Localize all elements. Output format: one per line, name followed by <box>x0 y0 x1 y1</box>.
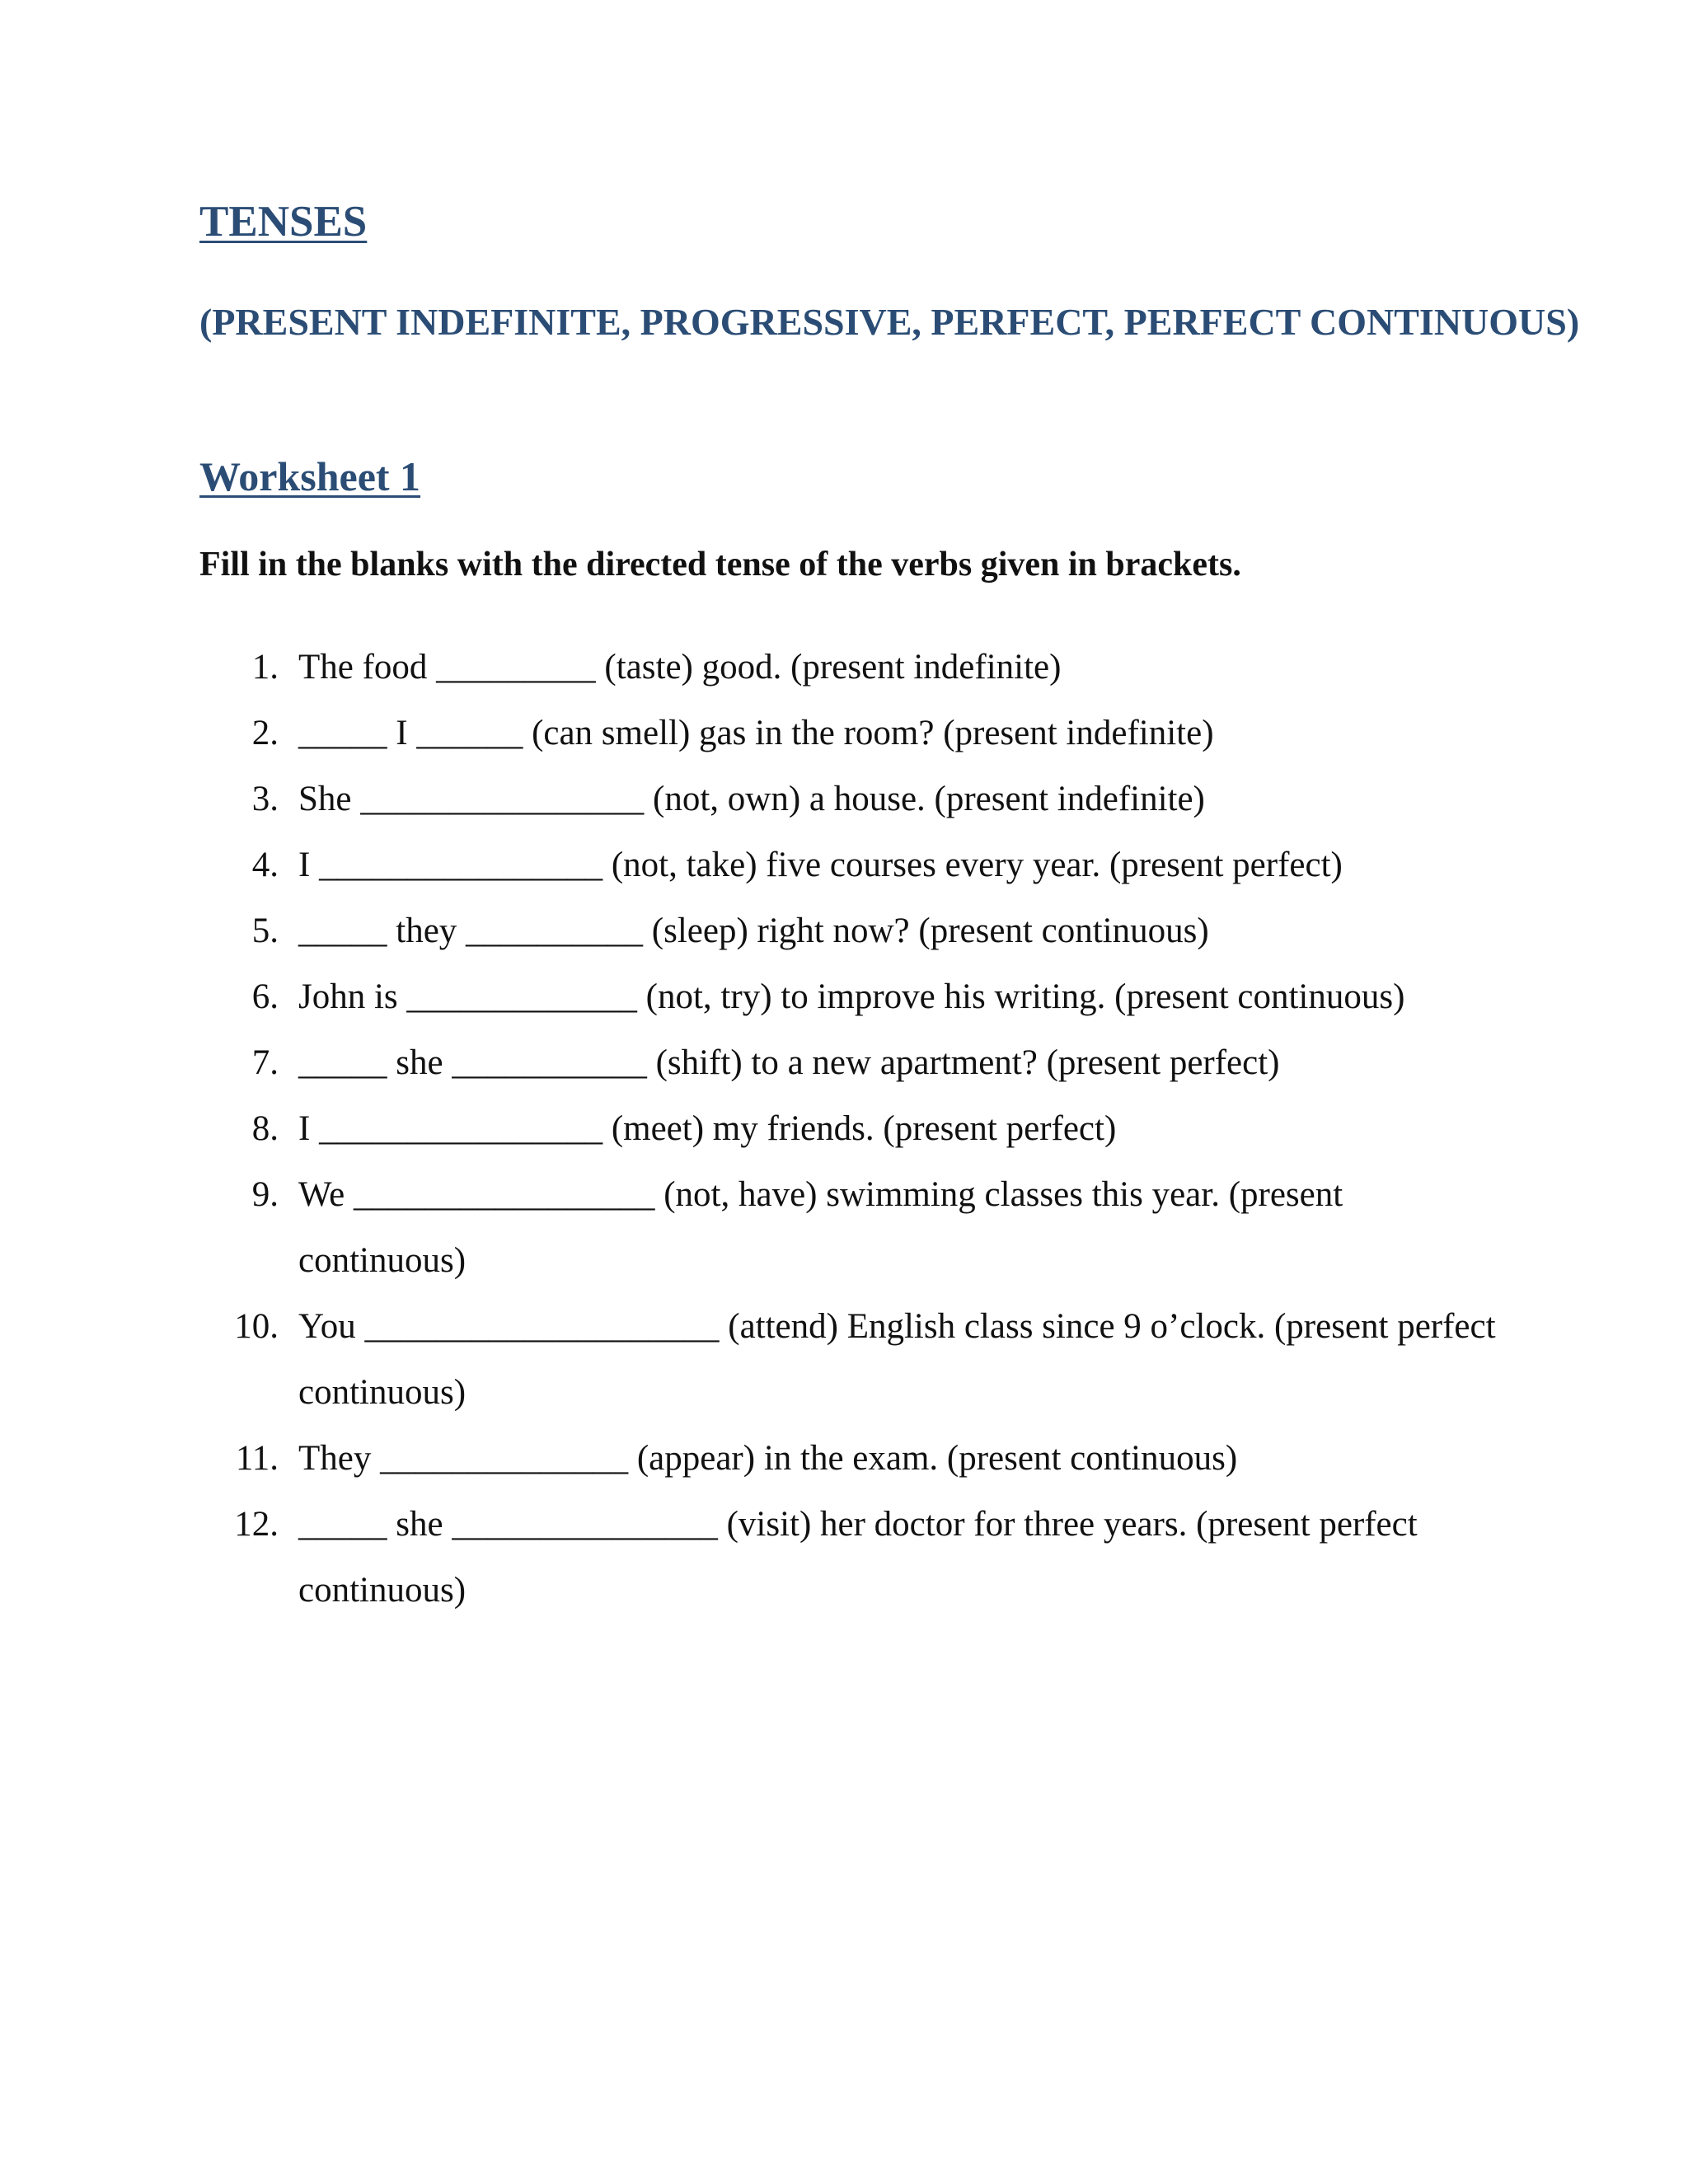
question-item-11 <box>199 1426 1502 1492</box>
page-title: TENSES <box>199 198 368 246</box>
question-text: We _________________ (not, have) swimming classes this year. (present continuous) <box>298 1175 1352 1280</box>
question-text: _____ I ______ (can smell) gas in the room? (present indefinite) <box>298 714 1214 752</box>
question-item-3 <box>199 766 1502 832</box>
question-number: 7. <box>251 1043 279 1082</box>
question-number: 2. <box>251 714 279 752</box>
question-item-1 <box>199 635 1502 701</box>
instruction-text: Fill in the blanks with the directed tense of the verbs given in brackets. <box>199 546 1241 583</box>
question-number: 12. <box>234 1505 279 1544</box>
question-list <box>199 635 1505 1624</box>
question-text: John is _____________ (not, try) to improve his writing. (present continuous) <box>298 977 1405 1016</box>
question-item-7 <box>199 1030 1502 1096</box>
question-item-5 <box>199 898 1502 964</box>
question-item-10 <box>199 1294 1505 1426</box>
worksheet-label: Worksheet 1 <box>199 453 421 499</box>
question-text: You ____________________ (attend) English class since 9 o’clock. (present perfect continuous) <box>298 1307 1505 1412</box>
question-text: I ________________ (not, take) five courses every year. (present perfect) <box>298 846 1343 884</box>
question-number: 1. <box>251 648 279 687</box>
question-text: She ________________ (not, own) a house. (present indefinite) <box>298 780 1205 818</box>
question-item-2 <box>199 701 1502 766</box>
question-number: 9. <box>251 1175 279 1214</box>
question-text: I ________________ (meet) my friends. (present perfect) <box>298 1109 1117 1148</box>
question-text: The food _________ (taste) good. (present indefinite) <box>298 648 1062 687</box>
question-number: 8. <box>251 1109 279 1148</box>
question-text: _____ they __________ (sleep) right now? (present continuous) <box>298 912 1209 950</box>
question-number: 5. <box>251 912 279 950</box>
question-text: They ______________ (appear) in the exam. (present continuous) <box>298 1439 1238 1478</box>
question-text: _____ she ___________ (shift) to a new apartment? (present perfect) <box>298 1043 1280 1082</box>
question-text: _____ she _______________ (visit) her doctor for three years. (present perfect continuous) <box>298 1505 1427 1610</box>
question-number: 3. <box>251 780 279 818</box>
question-number: 10. <box>234 1307 279 1346</box>
question-item-9 <box>199 1162 1502 1294</box>
question-number: 11. <box>235 1439 279 1478</box>
question-item-8 <box>199 1096 1502 1162</box>
question-number: 6. <box>251 977 279 1016</box>
question-item-12 <box>199 1492 1502 1624</box>
question-number: 4. <box>251 846 279 884</box>
question-item-6 <box>199 964 1502 1030</box>
question-item-4 <box>199 832 1502 898</box>
page-subtitle: (PRESENT INDEFINITE, PROGRESSIVE, PERFECT, PERFECT CONTINUOUS) <box>199 301 1580 343</box>
